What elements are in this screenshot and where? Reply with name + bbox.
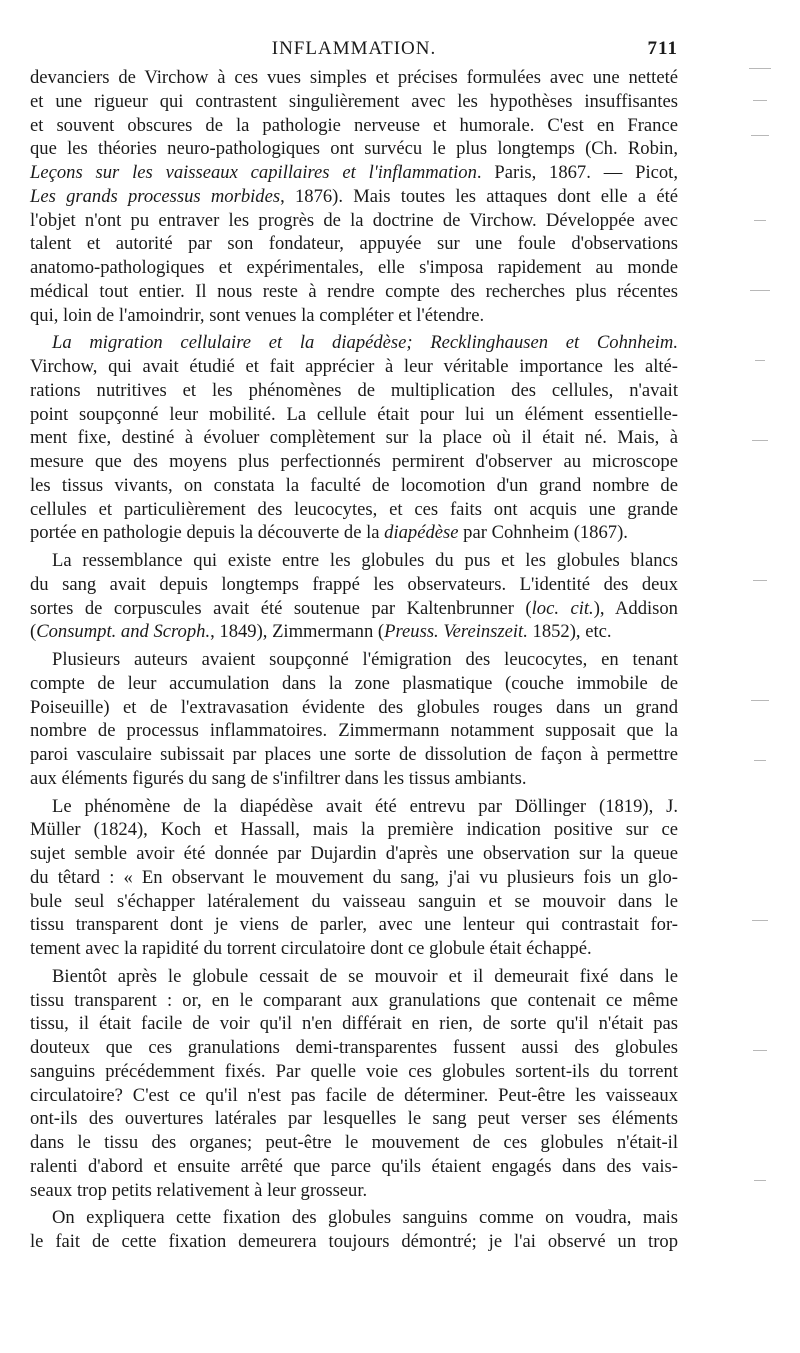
scan-mark xyxy=(751,700,769,701)
text-line: qui, loin de l'amoindrir, sont venues la compléter et l'étendre. xyxy=(30,304,485,326)
text-line: ralenti d'abord et ensuite arrêté que parce qu'ils étaient engagés dans des vais- xyxy=(30,1155,678,1177)
text-run: portée en pathologie depuis la découverte de la xyxy=(30,522,385,544)
text-line: tissu, il était facile de voir qu'il n'en différait en rien, de sorte qu'il n'était pas xyxy=(30,1013,678,1035)
text-line: du têtard : « En observant le mouvement du sang, j'ai vu plusieurs fois un glo- xyxy=(30,866,678,888)
text-line: ment fixe, destiné à évoluer complètement sur la place où il était né. Mais, à xyxy=(30,427,678,449)
text-line: Plusieurs auteurs avaient soupçonné l'émigration des leucocytes, en tenant xyxy=(52,649,678,670)
paragraph xyxy=(30,1206,678,1254)
paragraph xyxy=(30,66,678,327)
text-line: tissu transparent dont je viens de parler, avec une lenteur qui contrastait for- xyxy=(30,914,678,936)
text-line: tement avec la rapidité du torrent circulatoire dont ce globule était échappé. xyxy=(30,938,592,959)
text-line: et souvent obscures de la pathologie nerveuse et humorale. C'est en France xyxy=(30,114,678,136)
text-line: douteux que ces granulations demi-transparentes fussent aussi des globules xyxy=(30,1037,678,1058)
text-line: circulatoire? C'est ce qu'il n'est pas facile de déterminer. Peut-être les vaisseaux xyxy=(30,1084,678,1106)
text-line: anatomo-pathologiques et expérimentales, elle s'imposa rapidement au monde xyxy=(30,257,678,278)
italic-text: Les grands processus morbides xyxy=(30,185,281,207)
text-line: et une rigueur qui contrastent singulièrement avec les hypothèses insuffisantes xyxy=(30,90,678,112)
text-run: ( xyxy=(30,621,37,643)
text-line: compte de leur accumulation dans la zone plasmatique (couche immobile de xyxy=(30,672,678,694)
paragraph xyxy=(30,331,678,545)
italic-text: Consumpt. and Scroph. xyxy=(36,621,211,643)
italic-text: Preuss. Vereinszeit. xyxy=(384,621,528,643)
text-line: Poiseuille) et de l'extravasation évidente des globules rouges dans un grand xyxy=(30,696,678,718)
italic-text: La migration cellulaire et la diapédèse; Recklinghausen et Cohnheim. xyxy=(52,332,678,354)
text-run: , 1849), Zimmermann ( xyxy=(210,621,385,643)
margin-scan-marks xyxy=(730,60,790,1260)
paragraph xyxy=(30,549,678,644)
text-line: les tissus vivants, on constata la faculté de locomotion d'un grand nombre de xyxy=(30,474,678,496)
text-line: La ressemblance qui existe entre les globules du pus et les globules blancs xyxy=(52,550,678,571)
text-line: Virchow, qui avait étudié et fait apprécier à leur véritable importance les alté- xyxy=(30,356,678,377)
text-line: ont-ils des ouvertures latérales par lesquelles le sang peut verser ses éléments xyxy=(30,1108,678,1130)
running-head xyxy=(30,38,678,66)
text-line: paroi vasculaire subissait par places une sorte de dissolution de façon à permettre xyxy=(30,744,678,765)
scan-mark xyxy=(753,100,767,101)
text-line: tissu transparent : or, en le comparant aux granulations que contenait ce même xyxy=(30,989,678,1011)
text-line: cellules et particulièrement des leucocytes, et ces faits ont acquis une grande xyxy=(30,498,678,520)
page-number: 711 xyxy=(647,38,678,59)
text-line: que les théories neuro-pathologiques ont survécu le plus longtemps (Ch. Robin, xyxy=(30,138,678,160)
scan-mark xyxy=(753,580,767,581)
text-line xyxy=(30,597,678,621)
scan-mark xyxy=(752,440,768,441)
text-line: devanciers de Virchow à ces vues simples et précises formulées avec une netteté xyxy=(30,67,678,88)
italic-text: Leçons sur les vaisseaux capillaires et l'inflammation xyxy=(30,162,477,183)
scan-mark xyxy=(753,1050,767,1051)
text-line: dans le tissu des organes; peut-être le mouvement de ces globules n'était-il xyxy=(30,1132,678,1153)
text-line: sanguins précédemment fixés. Par quelle voie ces globules sortent-ils du torrent xyxy=(30,1060,678,1082)
text-line: mesure que des moyens plus perfectionnés permirent d'observer au microscope xyxy=(30,451,678,472)
text-line: Müller (1824), Koch et Hassall, mais la première indication positive sur ce xyxy=(30,819,678,841)
text-line: Le phénomène de la diapédèse avait été entrevu par Döllinger (1819), J. xyxy=(52,795,678,817)
scan-mark xyxy=(754,760,766,761)
paragraph xyxy=(30,648,678,791)
text-line: le fait de cette fixation demeurera toujours démontré; je l'ai observé un trop xyxy=(30,1231,678,1252)
text-line: du sang avait depuis longtemps frappé les observateurs. L'identité des deux xyxy=(30,573,678,595)
paragraph xyxy=(30,795,678,961)
text-line xyxy=(30,521,678,545)
italic-text: loc. cit. xyxy=(531,597,594,619)
text-line xyxy=(30,620,678,644)
text-line: Bientôt après le globule cessait de se mouvoir et il demeurait fixé dans le xyxy=(52,965,678,987)
text-run: . Paris, 1867. — Picot, xyxy=(476,162,678,183)
text-line xyxy=(30,161,678,185)
text-run: 1852), etc. xyxy=(527,621,612,643)
text-line xyxy=(30,331,678,355)
text-line: point soupçonné leur mobilité. La cellule était pour lui un élément essentielle- xyxy=(30,403,678,425)
scan-mark xyxy=(754,220,766,221)
text-run: sortes de corpuscules avait été soutenue par Kaltenbrunner ( xyxy=(30,597,532,619)
text-run: par Cohnheim (1867). xyxy=(458,522,628,544)
text-line: bule seul s'échapper latéralement du vaisseau sanguin et se mouvoir dans le xyxy=(30,890,678,912)
scan-mark xyxy=(752,920,768,921)
scan-mark xyxy=(750,290,770,291)
scan-mark xyxy=(755,360,765,361)
text-run: , 1876). Mais toutes les attaques dont elle a été xyxy=(280,185,678,207)
text-run: ), Addison xyxy=(593,597,678,619)
book-page xyxy=(30,38,678,1254)
scan-mark xyxy=(751,135,769,136)
text-line: médical tout entier. Il nous reste à rendre compte des recherches plus récentes xyxy=(30,280,678,302)
text-line: sujet semble avoir été donnée par Dujardin d'après une observation sur la queue xyxy=(30,843,678,864)
italic-text: diapédèse xyxy=(384,522,459,544)
text-line: seaux trop petits relativement à leur grosseur. xyxy=(30,1179,368,1201)
text-line: l'objet n'ont pu entraver les progrès de la doctrine de Virchow. Développée avec xyxy=(30,209,678,231)
text-line: On expliquera cette fixation des globules sanguins comme on voudra, mais xyxy=(52,1207,678,1229)
body-text xyxy=(30,66,678,1254)
scan-mark xyxy=(749,68,771,69)
scan-mark xyxy=(754,1180,766,1181)
text-line: aux éléments figurés du sang de s'infiltrer dans les tissus ambiants. xyxy=(30,767,527,789)
text-line: rations nutritives et les phénomènes de multiplication des cellules, n'avait xyxy=(30,379,678,401)
text-line xyxy=(30,185,678,209)
paragraph xyxy=(30,965,678,1203)
running-title: INFLAMMATION. xyxy=(271,38,437,59)
text-line: talent et autorité par son fondateur, appuyée sur une foule d'observations xyxy=(30,233,678,255)
text-line: nombre de processus inflammatoires. Zimmermann notamment supposait que la xyxy=(30,720,678,742)
